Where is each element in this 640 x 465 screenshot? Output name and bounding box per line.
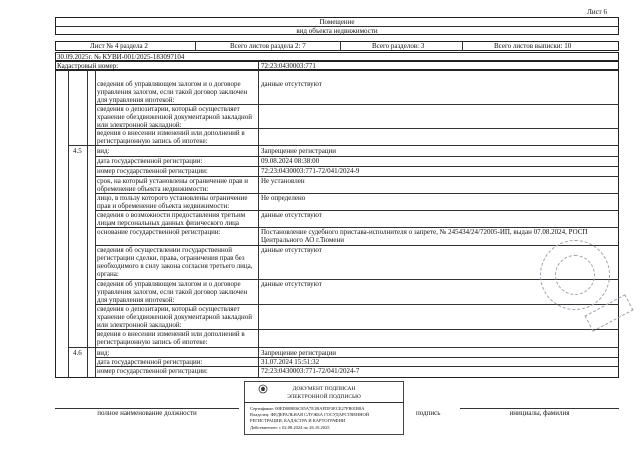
table-row-value: Запрещение регистрации — [261, 349, 337, 357]
stamp-title: ДОКУМЕНТ ПОДПИСАН — [292, 386, 356, 392]
table-column-line — [95, 70, 96, 378]
document-reference: 30.09.2025г. № КУВИ-001/2025-183097104 — [57, 53, 185, 61]
table-row-label: сведения об осуществлении государственной регистрации сделки, права, ограничения прав без необходимого в силу закона согласия третьего лица, органа: — [97, 246, 253, 278]
entry-number: 4.5 — [73, 147, 82, 155]
sheet-number-in-section: Лист № 4 раздела 2 — [90, 42, 148, 50]
sheet-number: Лист 6 — [587, 8, 607, 16]
sections-total: Всего разделов: 3 — [372, 42, 425, 50]
stamp-owner: Владелец: ФЕДЕРАЛЬНАЯ СЛУЖБА ГОСУДАРСТВЕННОЙ — [250, 412, 370, 417]
table-row-label: ведения о внесении изменений или дополнений в регистрационную запись об ипотеке: — [97, 330, 245, 346]
table-row-value: данные отсутствуют — [261, 211, 322, 219]
table-row-label: сведения об управляющем залогом и о договоре управления залогом, если такой договор заключен для управления ипотекой: — [97, 80, 248, 104]
extract-sheets-total: Всего листов выписки: 10 — [494, 42, 572, 50]
entry-separator — [68, 145, 619, 146]
table-row-value: Не установлен — [261, 177, 305, 185]
divider — [462, 41, 463, 51]
table-row-label: сведения о депозитарии, который осуществляет хранение обездвиженной документарной закладной или электронной закладной: — [97, 105, 253, 129]
stamp-certificate: Сертификат: 00ED00BE6C85A7E1BAFDF3ECE27FB01B8A — [250, 406, 365, 411]
stamp-divider — [244, 402, 404, 403]
table-row-label: сведения о депозитарии, который осуществляет хранение обездвиженной документарной закладной или электронной закладной: — [97, 305, 253, 329]
stamp-subtitle: ЭЛЕКТРОННОЙ ПОДПИСЬЮ — [287, 394, 361, 400]
table-row-label: лицо, в пользу которого установлены ограничение прав и обременение объекта недвижимости: — [97, 194, 248, 210]
table-row-label: вид: — [97, 147, 110, 155]
table-row-label: ведения о внесении изменений или дополнений в регистрационную запись об ипотеке: — [97, 129, 245, 145]
table-row-value: данные отсутствуют — [261, 80, 322, 88]
table-row-label: сведения о возможности предоставления третьим лицам персональных данных физического лица — [97, 211, 246, 227]
cadastral-number: 72:23:0430003:771 — [261, 62, 316, 70]
table-row-value: 72:23:0430003:771-72/041/2024-7 — [261, 367, 360, 375]
table-row-value: Не определено — [261, 194, 306, 202]
table-row-label: сведения об управляющем залогом и о договоре управления залогом, если такой договор заключен для управления ипотекой: — [97, 280, 248, 304]
object-type-subtitle: вид объекта недвижимости — [296, 27, 378, 35]
divider — [195, 41, 196, 51]
table-column-line — [68, 70, 69, 378]
position-label: полное наименование должности — [97, 409, 197, 417]
entry-separator — [68, 347, 619, 348]
entry-number: 4.6 — [73, 349, 82, 357]
table-row-value: 72:23:0430003:771-72/041/2024-9 — [261, 167, 360, 175]
table-row-value: 31.07.2024 15:51:32 — [261, 358, 320, 366]
table-row-label: вид: — [97, 349, 110, 357]
divider — [340, 41, 341, 51]
table-row-label: срок, на который установлены ограничение прав и обременение объекта недвижимости: — [97, 177, 248, 193]
table-row-value: 09.08.2024 08:38:00 — [261, 157, 320, 165]
table-row-label: номер государственной регистрации: — [97, 367, 208, 375]
object-type-title: Помещение — [319, 18, 355, 26]
table-row-label: дата государственной регистрации: — [97, 157, 203, 165]
signature-label: подпись — [416, 409, 441, 417]
cadastral-label: Кадастровый номер: — [57, 62, 119, 70]
table-column-line — [87, 70, 88, 378]
section-sheets-total: Всего листов раздела 2: 7 — [230, 42, 306, 50]
table-row-label: основание государственной регистрации: — [97, 228, 221, 236]
table-row-value: Постановление судебного пристава-исполнителя о запрете, № 245434/24/72005-ИП, выдан 07.08.2024, РОСП Центрального АО г.Тюмени — [261, 228, 588, 244]
stamp-validity: Действителен: с 02.08.2024 по 26.10.2025 — [250, 425, 330, 430]
table-row-value: Запрещение регистрации — [261, 147, 337, 155]
divider — [258, 61, 259, 70]
stamp-owner-cont: РЕГИСТРАЦИИ, КАДАСТРА И КАРТОГРАФИИ — [250, 418, 346, 423]
cadastral-row — [55, 61, 619, 70]
table-row-value: данные отсутствуют — [261, 280, 322, 288]
table-column-line — [258, 70, 259, 378]
table-row-value: данные отсутствуют — [261, 246, 322, 254]
table-row-label: номер государственной регистрации: — [97, 167, 208, 175]
seal-watermark-inner — [555, 255, 595, 295]
table-row-label: дата государственной регистрации: — [97, 358, 203, 366]
name-label: инициалы, фамилия — [509, 409, 570, 417]
